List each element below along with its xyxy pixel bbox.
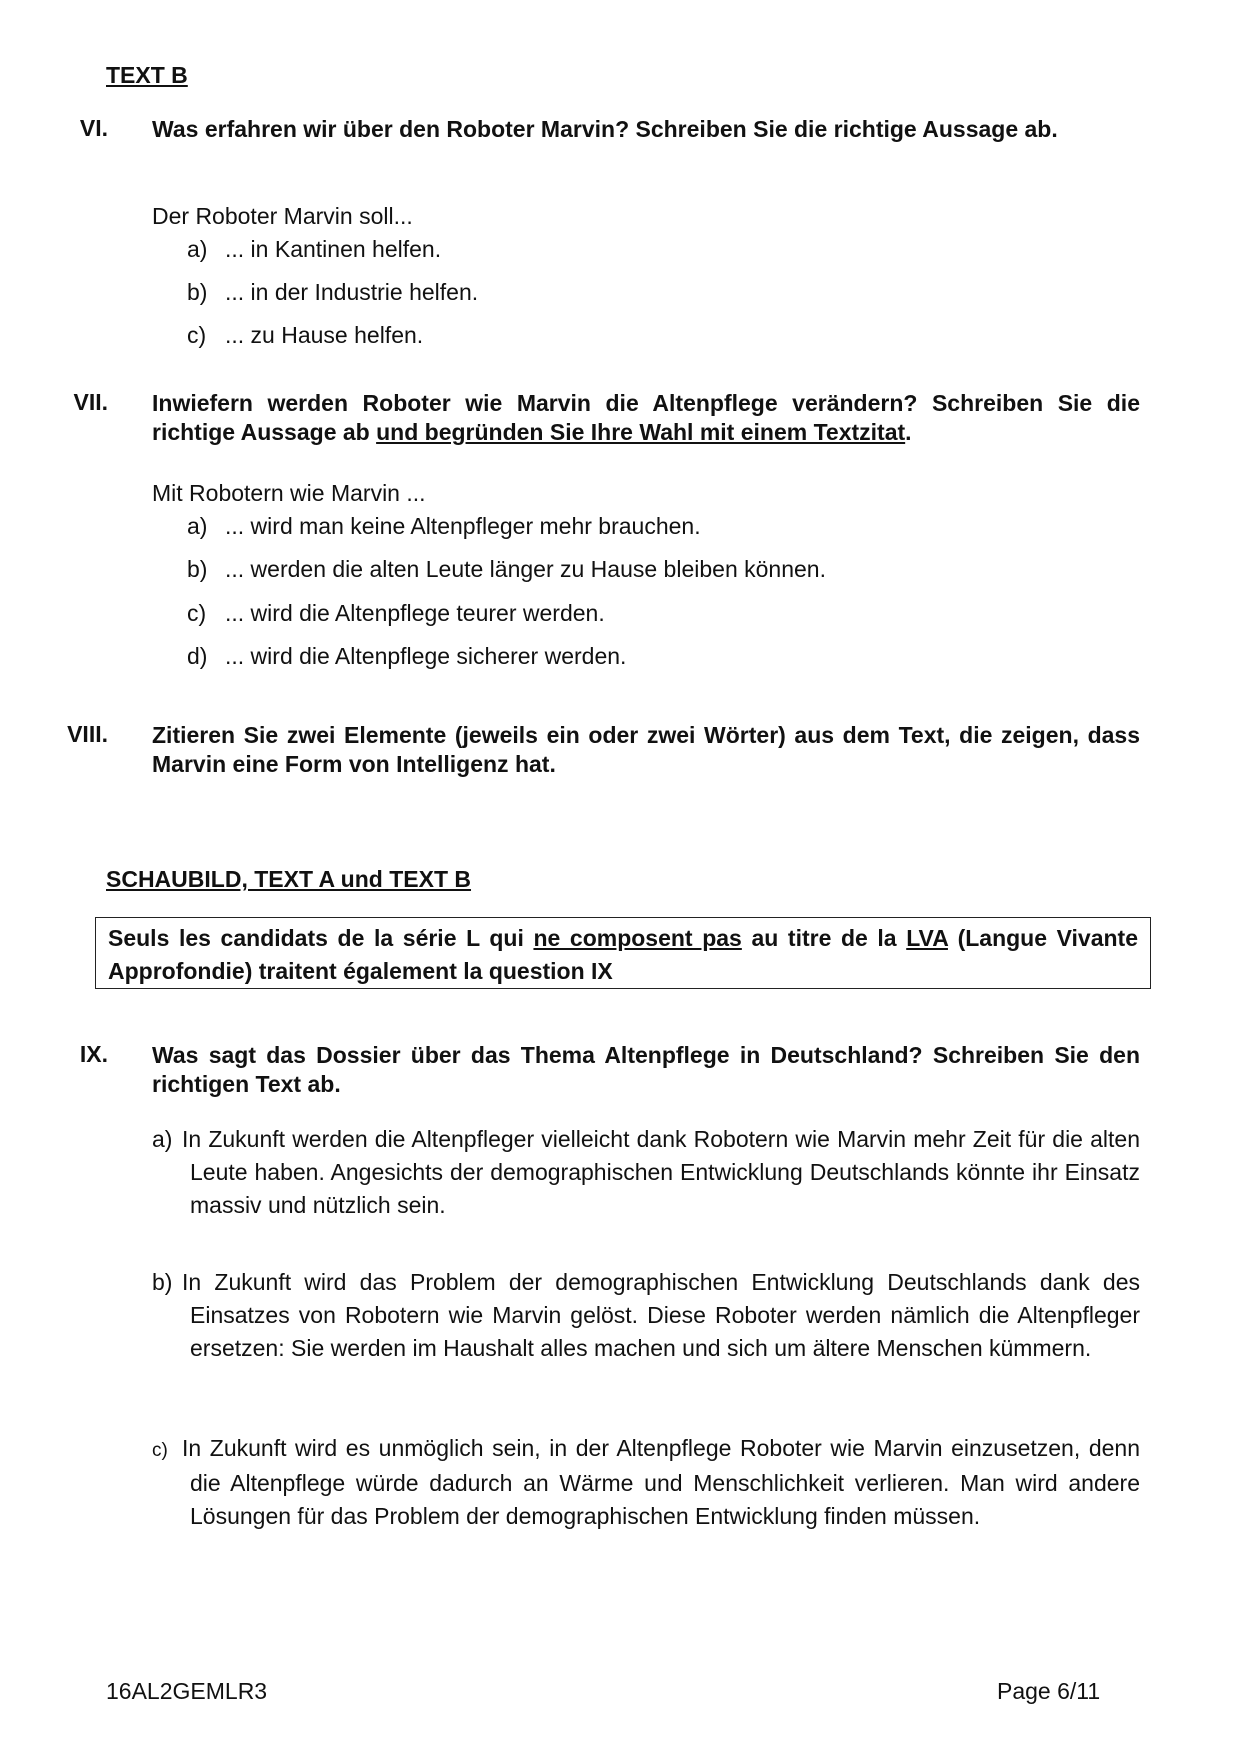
option-letter: c) <box>187 322 207 348</box>
option-letter: b) <box>187 279 208 305</box>
option-text: ... wird die Altenpflege teurer werden. <box>225 600 605 626</box>
option-text: ... wird die Altenpflege sicherer werden. <box>225 643 627 669</box>
question-6-number: VI. <box>79 115 108 141</box>
notice-part2: au titre de la <box>741 925 907 951</box>
option-letter: a) <box>152 1126 173 1152</box>
question-8-number: VIII. <box>67 721 108 747</box>
notice-part1: Seuls les candidats de la série L qui <box>108 925 534 951</box>
question-7-option-d <box>187 643 626 670</box>
option-letter: d) <box>187 643 208 669</box>
notice-part3: (Langue Vivante Approfondie) traitent également la question IX <box>108 925 1139 984</box>
question-7-underlined: und begründen Sie Ihre Wahl mit einem Textzitat <box>376 419 906 445</box>
question-7-intro: Mit Robotern wie Marvin ... <box>152 480 426 506</box>
question-7-option-c <box>187 600 605 627</box>
question-6-option-c <box>187 322 423 349</box>
question-9-option-c <box>152 1432 1140 1533</box>
option-text: ... werden die alten Leute länger zu Hause bleiben können. <box>225 556 826 582</box>
question-7-number: VII. <box>73 389 108 415</box>
option-text: In Zukunft wird es unmöglich sein, in der Altenpflege Roboter wie Marvin einzusetzen, denn die Altenpflege würde dadurch an Wärme und Menschlichkeit verlieren. Man wird andere Lösungen für das Problem der demographischen Entwicklung finden müssen. <box>182 1435 1140 1529</box>
notice-box <box>95 917 1151 989</box>
option-text: In Zukunft werden die Altenpfleger vielleicht dank Robotern wie Marvin mehr Zeit für die alten Leute haben. Angesichts der demographischen Entwicklung Deutschlands könnte ihr Einsatz massiv und nützlich sein. <box>182 1126 1140 1218</box>
question-7-end: . <box>905 419 912 445</box>
section-heading: SCHAUBILD, TEXT A und TEXT B <box>106 866 472 892</box>
option-letter: c) <box>187 600 207 626</box>
question-6-option-b <box>187 279 478 306</box>
question-9-number: IX. <box>79 1041 108 1067</box>
option-text: ... zu Hause helfen. <box>225 322 424 348</box>
question-7-text <box>152 389 1140 447</box>
option-letter: b) <box>152 1269 173 1295</box>
question-8-text: Zitieren Sie zwei Elemente (jeweils ein oder zwei Wörter) aus dem Text, die zeigen, dass Marvin eine Form von Intelligenz hat. <box>152 722 1140 777</box>
notice-underlined-1: ne composent pas <box>533 925 742 951</box>
question-7-option-a <box>187 513 701 540</box>
option-letter: b) <box>187 556 208 582</box>
option-text: ... in Kantinen helfen. <box>225 236 442 262</box>
option-letter: a) <box>187 513 208 539</box>
option-text: ... wird man keine Altenpfleger mehr brauchen. <box>225 513 701 539</box>
footer-code: 16AL2GEMLR3 <box>106 1678 268 1704</box>
option-letter: a) <box>187 236 208 262</box>
question-9-text: Was sagt das Dossier über das Thema Altenpflege in Deutschland? Schreiben Sie den richtigen Text ab. <box>152 1042 1140 1097</box>
option-letter: c) <box>152 1440 168 1461</box>
notice-underlined-2: LVA <box>906 925 948 951</box>
question-6-text: Was erfahren wir über den Roboter Marvin? Schreiben Sie die richtige Aussage ab. <box>152 116 1058 142</box>
question-6-intro: Der Roboter Marvin soll... <box>152 203 413 229</box>
question-7-option-b <box>187 556 826 583</box>
footer-page-number: Page 6/11 <box>997 1678 1101 1704</box>
option-text: ... in der Industrie helfen. <box>225 279 479 305</box>
option-text: In Zukunft wird das Problem der demographischen Entwicklung Deutschlands dank des Einsatzes von Robotern wie Marvin gelöst. Diese Roboter werden nämlich die Altenpfleger ersetzen: Sie werden im Haushalt alles machen und sich um ältere Menschen kümmern. <box>182 1269 1140 1361</box>
question-6-option-a <box>187 236 441 263</box>
question-9-option-b <box>152 1266 1140 1365</box>
question-9-option-a <box>152 1123 1140 1222</box>
text-b-heading: TEXT B <box>106 62 188 88</box>
question-7-part1: Inwiefern werden Roboter wie Marvin die Altenpflege verändern? Schreiben Sie die richtige Aussage ab <box>152 390 1140 445</box>
